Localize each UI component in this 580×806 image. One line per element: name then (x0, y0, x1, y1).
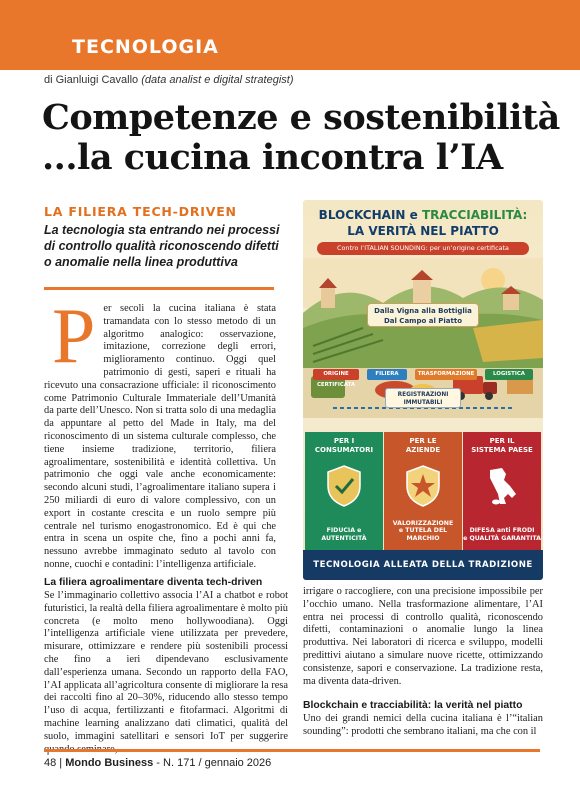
author-name: di Gianluigi Cavallo (44, 74, 139, 86)
subheading-blockchain: Blockchain e tracciabilità: la verità nel piatto (303, 700, 523, 712)
drop-cap: P (52, 292, 96, 379)
kicker: LA FILIERA TECH-DRIVEN (44, 204, 237, 219)
infographic (303, 200, 543, 580)
issue-info: - N. 171 / gennaio 2026 (153, 757, 272, 769)
star-badge-icon (403, 464, 443, 508)
registry-box: REGISTRAZIONI IMMUTABILI (385, 388, 461, 408)
magazine-name: Mondo Business (65, 757, 154, 769)
panel-aziende: PER LE AZIENDE VALORIZZAZIONE e TUTELA DEL MARCHIO (384, 432, 462, 550)
page-number: 48 (44, 757, 57, 769)
stage-origine: ORIGINE CERTIFICATA (313, 369, 359, 380)
infographic-footer-band: TECNOLOGIA ALLEATA DELLA TRADIZIONE (303, 550, 543, 580)
panel-consumatori: PER I CONSUMATORI FIDUCIA e AUTENTICITÀ (305, 432, 383, 550)
stage-logistica: LOGISTICA (485, 369, 533, 380)
infographic-title-line-1: BLOCKCHAIN e TRACCIABILITÀ: (318, 208, 528, 222)
deck-subtitle: La tecnologia sta entrando nei processi di controllo qualità riconoscendo difetti o anomalie nella linea produttiva (44, 223, 280, 269)
infographic-ribbon: Dalla Vigna alla Bottiglia Dal Campo al Piatto (367, 303, 479, 327)
footer-divider (44, 749, 540, 752)
stage-trasformazione: TRASFORMAZIONE (415, 369, 477, 380)
infographic-tagline: Contro l’ITALIAN SOUNDING: per un’origine certificata (317, 242, 529, 255)
article-column-2 (44, 576, 288, 756)
headline-line-1: Competenze e sostenibilità (42, 97, 560, 138)
paragraph-blockchain: Uno dei grandi nemici della cucina italiana è l’“italian sounding”: prodotti che sembrano italiani, ma che con il (303, 713, 543, 738)
section-header-bar (0, 0, 580, 70)
panel-sistema-paese: PER IL SISTEMA PAESE DIFESA anti FRODI e QUALITÀ GARANTITA (463, 432, 541, 550)
subheading-filiera: La filiera agroalimentare diventa tech-driven (44, 577, 263, 588)
author-role: (data analist e digital strategist) (141, 74, 294, 86)
deck-divider (44, 287, 274, 290)
paragraph-intro: er secoli la cucina italiana è stata tramandata con lo stesso metodo di un algoritmo analogico: osservazione, imitazione, correzione degli errori, miglioramento continuo. Oggi quel patrimonio di gesti, saperi e rituali ha ricevuto una consacrazione ufficiale: il riconoscimento come Patrimonio Culturale Immateriale dell’Umanità da parte dell’Unesco. Non si tratta solo di una medaglia da appuntare al petto del Made in Italy, ma del riconoscimento di un sistema culturale complesso, che tiene insieme tradizione, territorio, filiera agroalimentare, sostenibilità e identità collettiva. Un patrimonio che oggi vale anche economicamente: secondo alcuni studi, l’agroalimentare italiano supera i 250 miliardi di euro di valore complessivo, con un export in costante crescita e un ruolo sempre più centrale nel turismo enogastronomico. Ed è qui che entra in scena un ospite che, fino a pochi anni fa, nessuno avrebbe immaginato seduto al tavolo con nonne, cuochi e contadini: l’intelligenza artificiale. (44, 303, 276, 570)
italy-map-icon (482, 464, 522, 508)
paragraph-filiera: Se l’immaginario collettivo associa l’AI a chatbot e robot futuristici, la realtà della filiera agroalimentare è molto più concreta (e molto meno hollywoodiana). Oggi l’intelligenza artificiale viene utilizzata per prevedere, misurare, ottimizzare e rendere più sostenibili processi che fino a ieri dipendevano esclusivamente dall’esperienza umana. Secondo un rapporto della FAO, l’AI applicata all’agricoltura consente di migliorare la resa dei raccolti fino al 20–30%, riducendo allo stesso tempo l’uso di acqua, fertilizzanti e fitofarmaci. Algoritmi di machine learning analizzano dati climatici, qualità del suolo, immagini satellitari e sensori IoT per suggerire (44, 590, 288, 742)
stage-filiera: FILIERA (367, 369, 407, 380)
section-title: TECNOLOGIA (72, 36, 219, 58)
article-column-1 (44, 292, 276, 572)
paragraph-trasformazione: irrigare o raccogliere, con una precisione impossibile per l’occhio umano. Nella trasformazione alimentare, l’AI entra nei processi di controllo qualità, riconoscendo difetti, contaminazioni o anomalie lungo la linea produttiva. Nei laboratori di ricerca e sviluppo, modelli predittivi aiutano a simulare nuove ricette, ottimizzando consistenze, sapori e conservazione. La tradizione resta, ma diventa data-driven. (303, 586, 543, 687)
shield-check-icon (324, 464, 364, 508)
headline-line-2: ...la cucina incontra l’IA (42, 137, 503, 178)
article-column-3 (303, 586, 543, 739)
byline (44, 74, 293, 86)
page-title (42, 98, 562, 178)
infographic-title-line-2: LA VERITÀ NEL PIATTO (347, 224, 499, 238)
page-footer: 48 | Mondo Business - N. 171 / gennaio 2026 (44, 757, 272, 769)
